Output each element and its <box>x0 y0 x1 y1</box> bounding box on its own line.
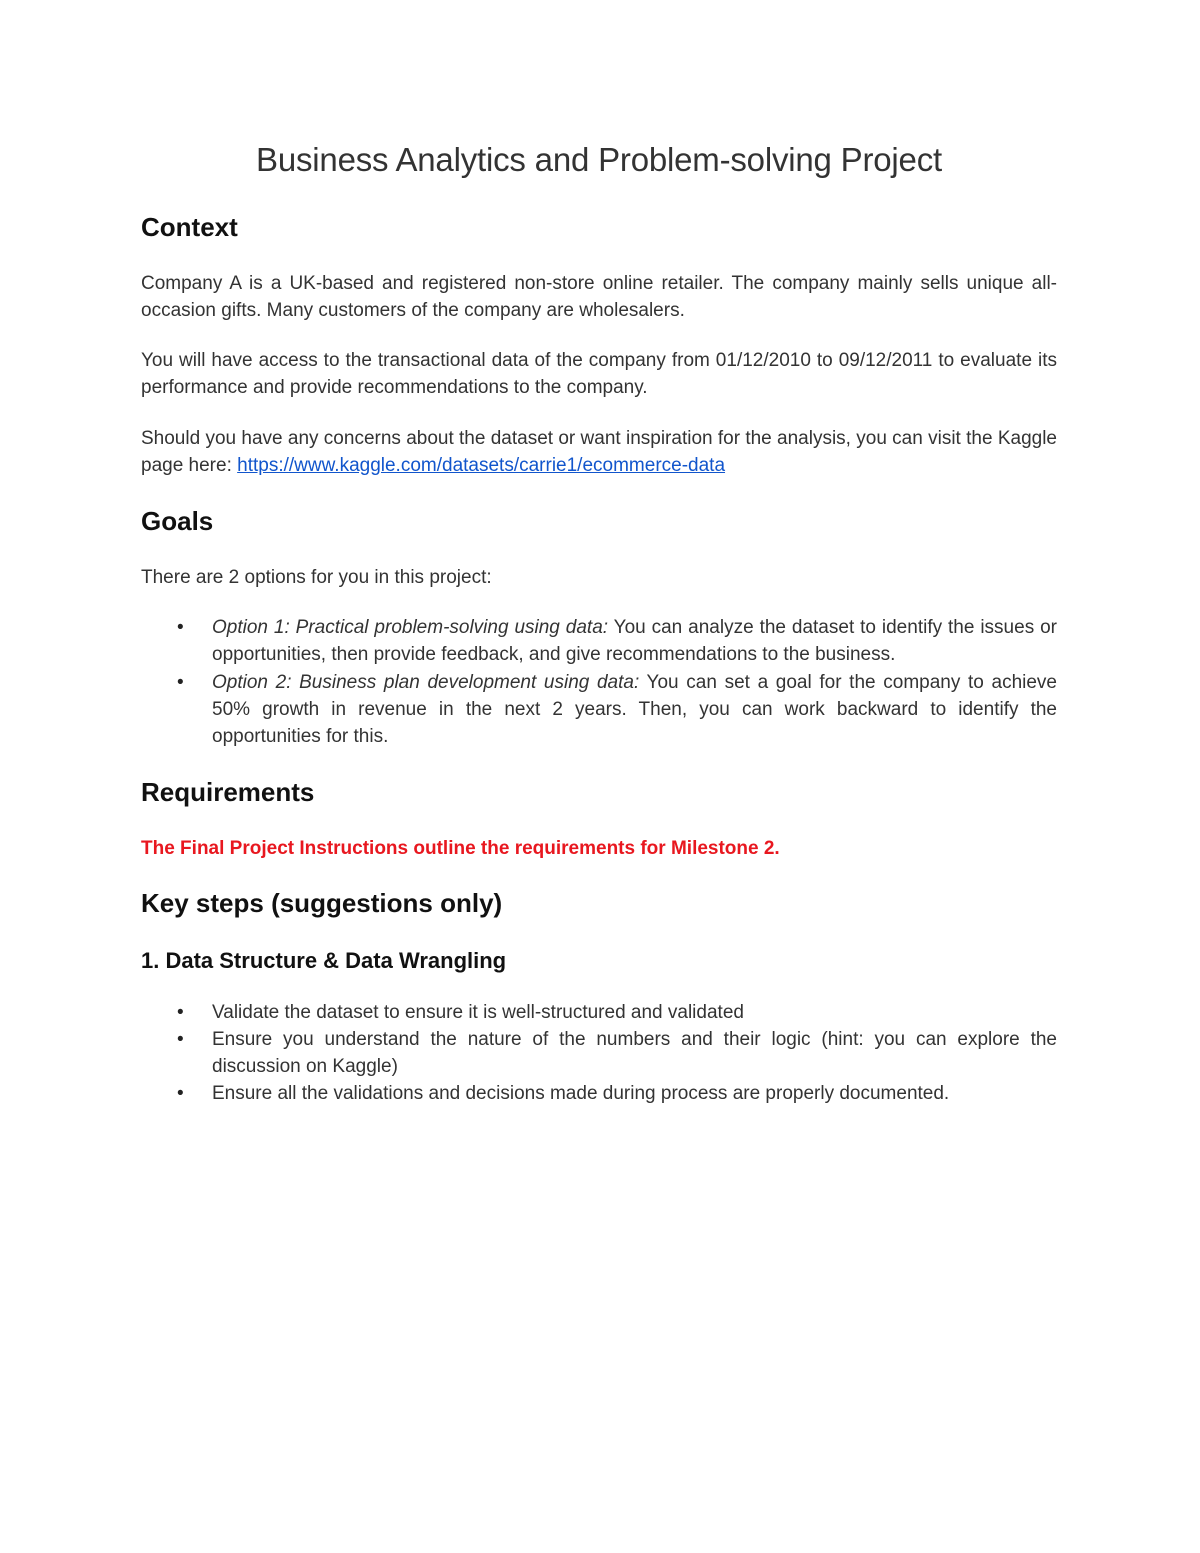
list-item <box>141 614 1057 668</box>
option-text: You can analyze the dataset to identify the issues or opportunities, then provide feedback, and give recommendations to the business. <box>212 617 1058 665</box>
goals-options-list <box>141 614 1057 750</box>
step-item-text: Ensure all the validations and decisions made during process are properly documented. <box>212 1083 950 1104</box>
goals-intro: There are 2 options for you in this project: <box>141 567 492 588</box>
list-item <box>141 669 1057 750</box>
step-item-text: Ensure you understand the nature of the numbers and their logic (hint: you can explore the discussion on Kaggle) <box>212 1029 1057 1077</box>
context-paragraph-1: Company A is a UK-based and registered non-store online retailer. The company mainly sells unique all-occasion gifts. Many customers of the company are wholesalers. <box>141 273 1057 321</box>
bullet-icon: • <box>177 672 184 693</box>
list-item <box>141 999 1057 1026</box>
option-text: You can set a goal for the company to achieve 50% growth in revenue in the next 2 years. Then, you can work backward to identify the opportunities for this. <box>212 672 1057 747</box>
context-paragraph-2: You will have access to the transactional data of the company from 01/12/2010 to 09/12/2011 to evaluate its performance and provide recommendations to the company. <box>141 350 1057 398</box>
bullet-icon: • <box>177 1002 184 1023</box>
bullet-icon: • <box>177 1083 184 1104</box>
bullet-icon: • <box>177 617 184 638</box>
key-steps-heading: Key steps (suggestions only) <box>141 888 503 918</box>
step-1-heading: 1. Data Structure & Data Wrangling <box>141 948 507 973</box>
step-item-text: Validate the dataset to ensure it is well-structured and validated <box>212 1002 744 1023</box>
goals-heading: Goals <box>141 506 214 536</box>
context-paragraph-3 <box>141 425 1057 479</box>
requirements-heading: Requirements <box>141 777 315 807</box>
step-1-list <box>141 999 1057 1107</box>
option-label: Option 1: Practical problem-solving using data: <box>212 617 609 638</box>
option-label: Option 2: Business plan development using data: <box>212 672 640 693</box>
document-title: Business Analytics and Problem-solving Project <box>256 141 942 178</box>
kaggle-link[interactable]: https://www.kaggle.com/datasets/carrie1/ecommerce-data <box>237 455 726 476</box>
context-paragraph-3-text: Should you have any concerns about the dataset or want inspiration for the analysis, you can visit the Kaggle page here: <box>141 428 1057 476</box>
context-heading: Context <box>141 212 238 242</box>
list-item <box>141 1026 1057 1080</box>
list-item <box>141 1080 1057 1107</box>
bullet-icon: • <box>177 1029 184 1050</box>
requirements-note: The Final Project Instructions outline the requirements for Milestone 2. <box>141 838 780 859</box>
